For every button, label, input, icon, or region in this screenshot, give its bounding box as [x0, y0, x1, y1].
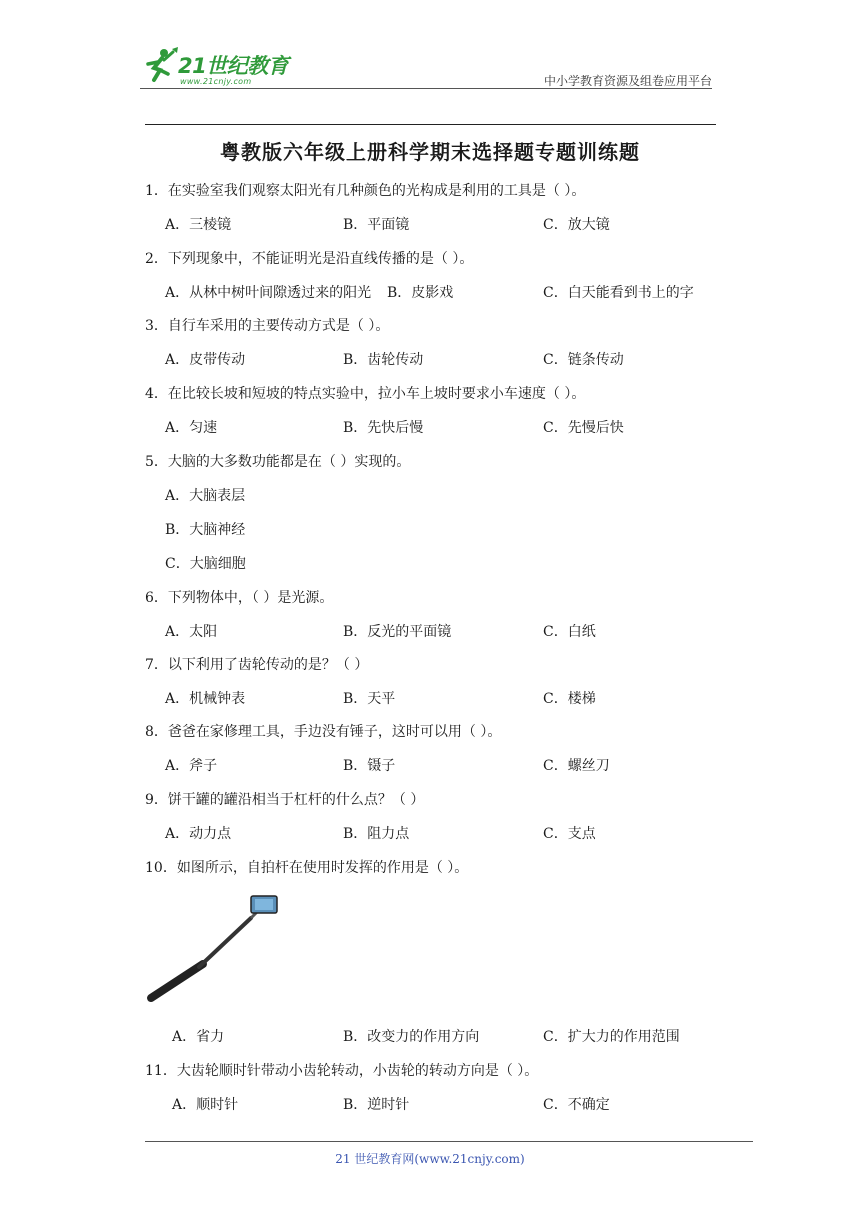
option-2b[interactable]: B．皮影戏 — [387, 285, 454, 301]
option-10b[interactable]: B．改变力的作用方向 — [343, 1029, 480, 1045]
option-11c[interactable]: C．不确定 — [543, 1097, 610, 1113]
option-4c[interactable]: C．先慢后快 — [543, 420, 624, 436]
option-11a[interactable]: A．顺时针 — [172, 1097, 239, 1113]
question-9: 9．饼干罐的罐沿相当于杠杆的什么点？（ ） — [145, 792, 425, 808]
question-3: 3．自行车采用的主要传动方式是（ ）。 — [145, 318, 390, 334]
option-6b[interactable]: B．反光的平面镜 — [343, 624, 452, 640]
header-divider — [140, 88, 712, 89]
option-1b[interactable]: B．平面镜 — [343, 217, 410, 233]
option-6c[interactable]: C．白纸 — [543, 624, 596, 640]
question-6: 6．下列物体中，（ ）是光源。 — [145, 590, 334, 606]
option-5b[interactable]: B．大脑神经 — [165, 522, 246, 538]
option-8b[interactable]: B．镊子 — [343, 758, 396, 774]
option-9c[interactable]: C．支点 — [543, 826, 596, 842]
site-logo[interactable] — [140, 46, 310, 90]
question-10: 10．如图所示，自拍杆在使用时发挥的作用是（ ）。 — [145, 860, 469, 876]
question-4: 4．在比较长坡和短坡的特点实验中，拉小车上坡时要求小车速度（ ）。 — [145, 386, 586, 402]
option-8a[interactable]: A．斧子 — [165, 758, 218, 774]
question-1: 1．在实验室我们观察太阳光有几种颜色的光构成是利用的工具是（ ）。 — [145, 183, 586, 199]
option-6a[interactable]: A．太阳 — [165, 624, 218, 640]
option-1a[interactable]: A．三棱镜 — [165, 217, 232, 233]
selfie-stick-image — [143, 888, 283, 1006]
question-8: 8．爸爸在家修理工具，手边没有锤子，这时可以用（ ）。 — [145, 724, 502, 740]
option-11b[interactable]: B．逆时针 — [343, 1097, 410, 1113]
option-2a[interactable]: A．从林中树叶间隙透过来的阳光 — [165, 285, 372, 301]
option-8c[interactable]: C．螺丝刀 — [543, 758, 610, 774]
runner-icon — [140, 46, 180, 86]
option-3b[interactable]: B．齿轮传动 — [343, 352, 424, 368]
option-5c[interactable]: C．大脑细胞 — [165, 556, 246, 572]
question-11: 11．大齿轮顺时针带动小齿轮转动，小齿轮的转动方向是（ ）。 — [145, 1063, 539, 1079]
option-5a[interactable]: A．大脑表层 — [165, 488, 246, 504]
option-4a[interactable]: A．匀速 — [165, 420, 218, 436]
option-3c[interactable]: C．链条传动 — [543, 352, 624, 368]
option-4b[interactable]: B．先快后慢 — [343, 420, 424, 436]
option-1c[interactable]: C．放大镜 — [543, 217, 610, 233]
footer-divider — [145, 1141, 753, 1142]
option-9b[interactable]: B．阻力点 — [343, 826, 410, 842]
platform-label: 中小学教育资源及组卷应用平台 — [543, 74, 712, 88]
question-2: 2．下列现象中，不能证明光是沿直线传播的是（ ）。 — [145, 251, 474, 267]
page-title: 粤教版六年级上册科学期末选择题专题训练题 — [220, 140, 640, 164]
page-header — [140, 40, 712, 92]
title-divider — [145, 124, 716, 125]
option-10c[interactable]: C．扩大力的作用范围 — [543, 1029, 680, 1045]
logo-text: 21世纪教育 — [178, 54, 289, 78]
option-2c[interactable]: C．白天能看到书上的字 — [543, 285, 694, 301]
option-3a[interactable]: A．皮带传动 — [165, 352, 246, 368]
option-7c[interactable]: C．楼梯 — [543, 691, 596, 707]
question-7: 7．以下利用了齿轮传动的是？（ ） — [145, 657, 369, 673]
option-7a[interactable]: A．机械钟表 — [165, 691, 246, 707]
option-7b[interactable]: B．天平 — [343, 691, 396, 707]
question-5: 5．大脑的大多数功能都是在（ ）实现的。 — [145, 454, 411, 470]
option-10a[interactable]: A．省力 — [172, 1029, 225, 1045]
logo-url: www.21cnjy.com — [180, 77, 252, 86]
footer-link[interactable]: 21 世纪教育网(www.21cnjy.com) — [335, 1152, 525, 1166]
option-9a[interactable]: A．动力点 — [165, 826, 232, 842]
